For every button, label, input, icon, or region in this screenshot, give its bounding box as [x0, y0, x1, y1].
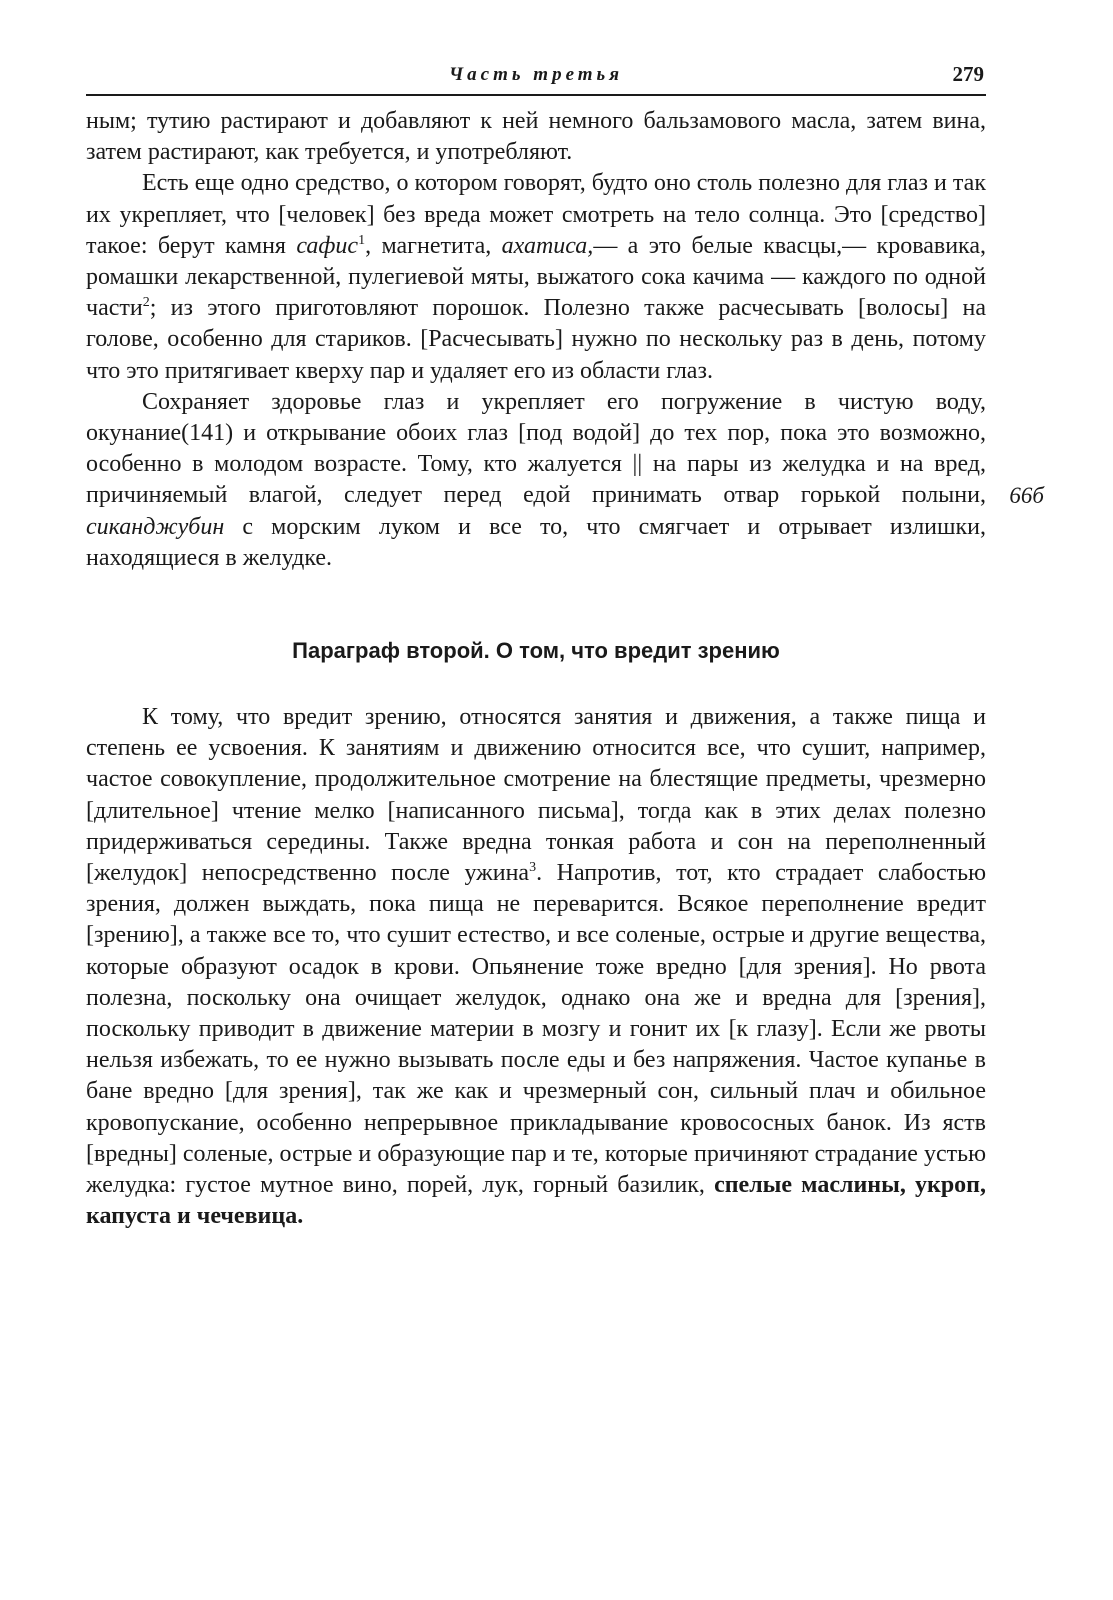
- footnote-ref-2[interactable]: 2: [142, 295, 150, 311]
- paragraph-2-text-a: Есть еще одно средство, о котором говорят, будто оно столь полезно для глаз и так их укрепляет, что [человек] без вреда может смотреть на тело солнца. Это [средство] такое: берут камня: [86, 170, 986, 259]
- term-safis: сафис: [296, 232, 359, 259]
- running-header: [86, 60, 986, 96]
- paragraph-3-text-b: с морским луком и все то, что смягчает и отрывает излишки, находящиеся в желудке.: [86, 513, 986, 571]
- paragraph-4: [86, 702, 986, 1232]
- paragraph-4-text-b: . Напротив, тот, кто страдает слабостью зрения, должен выждать, пока пища не переварится. Всякое переполнение вредит [зрению], а также все то, что сушит естество, и все соленые, острые и другие вещества, которые образуют осадок в крови. Опьянение тоже вредно [для зрения]. Но рвота полезна, поскольку она очищает желудок, однако она же и вредна для [зрения], поскольку приводит в движение материи в мозгу и гонит их [к глазу]. Если же рвоты нельзя избежать, то ее нужно вызывать после еды и без напряжения. Частое купанье в бане вредно [для зрения], так же как и чрезмерный сон, сильный плач и обильное кровопускание, особенно непрерывное прикладывание кровососных банок. Из яств [вредны] соленые, острые и образующие пар и те, которые причиняют страдание устью желудка: густое мутное вино, порей, лук, горный базилик,: [86, 860, 987, 1199]
- paragraph-3: [86, 387, 1044, 574]
- paragraph-2-text-d: ; из этого приготовляют порошок. Полезно также расчесывать [волосы] на голове, особенно для стариков. [Расчесывать] нужно по нескольку раз в день, потому что это притягивает кверху пар и удаляет его из области глаз.: [86, 295, 986, 384]
- paragraph-3-text-a: Сохраняет здоровье глаз и укрепляет его погружение в чистую воду, окунание(141) и открывание обоих глаз [под водой] до тех пор, пока это возможно, особенно в молодом возрасте. Тому, кто жалуется || на пары из желудка и на вред, причиняемый влагой, следует перед едой принимать отвар горькой полыни,: [86, 388, 986, 509]
- document-page: [86, 60, 1044, 1233]
- footnote-ref-1[interactable]: 1: [358, 232, 366, 248]
- footnote-ref-3[interactable]: 3: [529, 860, 537, 876]
- paragraph-2: [86, 168, 986, 386]
- paragraph-4-text-a: К тому, что вредит зрению, относятся занятия и движения, а также пища и степень ее усвоения. К занятиям и движению относится все, что сушит, например, частое совокупление, продолжительное смотрение на блестящие предметы, чрезмерно [длительное] чтение мелко [написанного письма], тогда как в этих делах полезно придерживаться середины. Также вредна тонкая работа и сон на переполненный [желудок] непосредственно после ужина: [86, 704, 986, 887]
- paragraph-2-text-c: — а это белые квасцы,— кровавика, ромашки лекарственной, пулегиевой мяты, выжатого сока качима — каждого по одной части: [86, 232, 986, 322]
- paragraph-2-text-b: , магнетита,: [365, 232, 502, 259]
- body-text: [86, 106, 1044, 1233]
- page-number: 279: [952, 62, 984, 86]
- section-gap: [86, 574, 986, 636]
- paragraph-4-text-end: спелые маслины, укроп, капуста и чечевица.: [86, 1172, 987, 1230]
- section-heading: Параграф второй. О том, что вредит зрению: [292, 638, 780, 664]
- paragraph-1-text: ным; тутию растирают и добавляют к ней немного бальзамового масла, затем вина, затем растирают, как требуется, и употребляют.: [86, 108, 986, 166]
- term-sikandzhubin: сиканджубин: [86, 513, 225, 540]
- paragraph-1: [86, 106, 986, 168]
- term-akhatis: ахатиса,: [501, 232, 594, 259]
- margin-folio-reference: 66б: [1009, 482, 1044, 508]
- running-title: Часть третья: [448, 64, 624, 85]
